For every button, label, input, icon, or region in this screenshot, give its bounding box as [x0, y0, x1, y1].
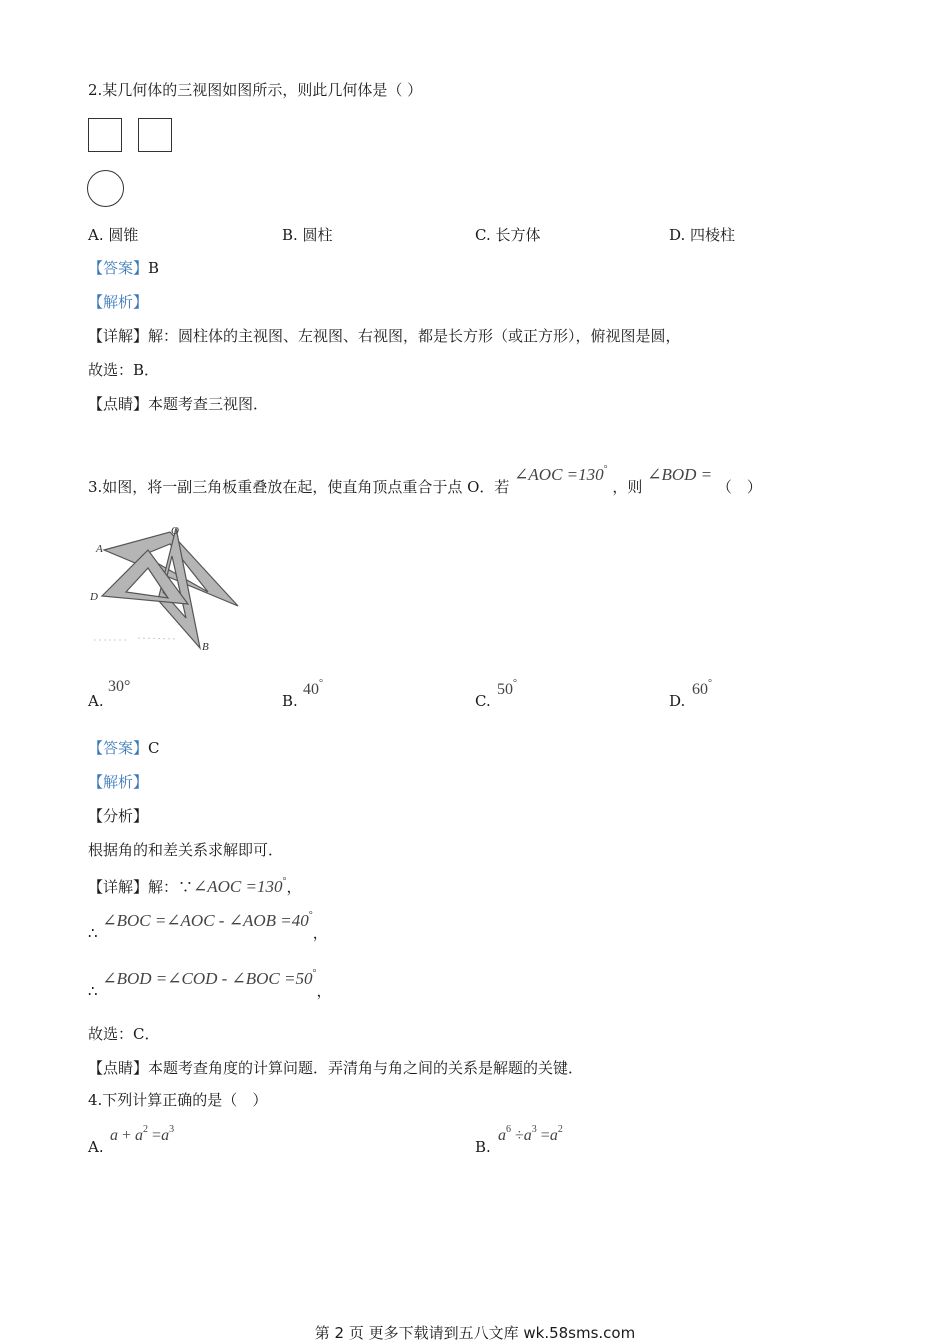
q4-option-b-math: $a^6 \div a^3 =a^2$	[498, 1124, 563, 1144]
q3-fenxi: 根据角的和差关系求解即可．	[88, 841, 284, 859]
q3-option-a-value: 30°	[108, 678, 131, 695]
q3-option-b-value: 40°	[303, 678, 323, 698]
q2-answer	[88, 258, 159, 278]
label-a: A	[96, 543, 103, 555]
q3-detail: 【详解】解：∵∠AOC =130°，	[88, 876, 302, 896]
q2-stem: 2.某几何体的三视图如图所示，则此几何体是（ ）	[88, 81, 423, 99]
comment-tag: 【点睛】	[88, 1059, 149, 1077]
q3-stem-math-aoc: ∠AOC =130°	[514, 464, 608, 484]
q3-stem	[88, 464, 762, 497]
label-d: D	[90, 591, 98, 603]
top-view-circle	[87, 170, 124, 207]
q4-option-b-letter: B.	[475, 1138, 491, 1156]
comment-text: 本题考查角度的计算问题．弄清角与角之间的关系是解题的关键．	[148, 1059, 584, 1077]
q3-analysis-tag: 【解析】	[88, 773, 149, 791]
q3-option-d-letter: D.	[669, 692, 686, 710]
scan-noise	[94, 638, 178, 640]
q3-comment	[88, 1058, 583, 1078]
detail-tag: 【详解】	[88, 327, 149, 345]
q4-option-a-letter: A.	[88, 1138, 104, 1156]
answer-value: C	[148, 739, 160, 757]
detail-tag: 【详解】	[88, 878, 149, 896]
q3-step1: ∴ ∠BOC =∠AOC - ∠AOB =40°，	[88, 910, 328, 942]
comment-tag: 【点睛】	[88, 395, 149, 413]
therefore-symbol: ∴	[88, 924, 98, 942]
therefore-symbol: ∴	[88, 982, 98, 1000]
q3-stem-math-bod: ∠BOD =	[647, 465, 713, 484]
q2-choose: 故选：B．	[88, 361, 160, 379]
triangle-figure	[88, 520, 248, 655]
q3-fenxi-tag: 【分析】	[88, 807, 149, 825]
detail-math: ∠AOC =130°	[193, 876, 287, 896]
side-view-square	[138, 118, 172, 152]
q3-stem-text: 3.如图，将一副三角板重叠放在起，使直角顶点重合于点 O．若	[88, 478, 510, 496]
q2-option-d: D. 四棱柱	[669, 226, 736, 244]
q2-option-c: C. 长方体	[475, 226, 541, 244]
detail-prefix: 解：∵	[148, 878, 194, 896]
q4-stem: 4.下列计算正确的是（ ）	[88, 1091, 268, 1109]
q3-stem-text-2: ，则	[612, 478, 643, 496]
detail-text: 解：圆柱体的主视图、左视图、右视图，都是长方形（或正方形），俯视图是圆，	[148, 327, 681, 345]
q4-option-a-math: $a + a^2 =a^3$	[110, 1124, 175, 1144]
q3-choose: 故选：C．	[88, 1025, 160, 1043]
front-view-square	[88, 118, 122, 152]
q3-option-c-value: 50°	[497, 678, 517, 698]
q2-detail	[88, 326, 681, 346]
comment-text: 本题考查三视图．	[148, 395, 269, 413]
label-b: B	[202, 641, 209, 653]
answer-value: B	[148, 259, 160, 277]
page-footer: 第 2 页 更多下载请到五八文库 wk.58sms.com	[314, 1324, 636, 1342]
q3-stem-paren: （ ）	[716, 478, 762, 496]
q2-comment	[88, 394, 268, 414]
answer-tag: 【答案】	[88, 739, 149, 757]
q3-answer	[88, 738, 160, 758]
q3-step2: ∴ ∠BOD =∠COD - ∠BOC =50°，	[88, 968, 332, 1000]
q2-analysis-tag: 【解析】	[88, 293, 149, 311]
q3-option-d-value: 60°	[692, 678, 712, 698]
q2-option-a: A. 圆锥	[88, 226, 139, 244]
q3-option-c-letter: C.	[475, 692, 491, 710]
answer-tag: 【答案】	[88, 259, 149, 277]
step1-math: ∠BOC =∠AOC - ∠AOB =40°	[102, 910, 313, 930]
q3-option-b-letter: B.	[282, 692, 298, 710]
label-o: O	[171, 525, 179, 537]
step2-math: ∠BOD =∠COD - ∠BOC =50°	[102, 968, 317, 988]
q3-option-a-letter: A.	[88, 692, 104, 710]
q2-option-b: B. 圆柱	[282, 226, 333, 244]
